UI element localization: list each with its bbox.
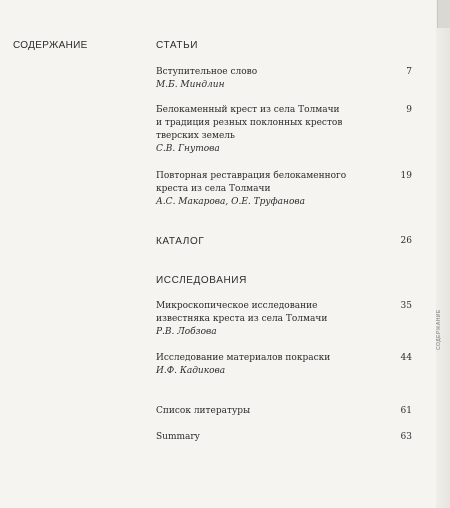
page-edge xyxy=(436,0,450,508)
toc-entry[interactable] xyxy=(156,405,412,418)
entry-author: А.С. Макарова, О.Е. Труфанова xyxy=(156,197,305,207)
entry-page-number: 7 xyxy=(406,67,412,77)
entry-author: М.Б. Миндлин xyxy=(156,80,225,90)
section-catalog: КАТАЛОГ xyxy=(156,236,205,247)
toc-entry[interactable] xyxy=(156,66,412,92)
entry-page-number: 44 xyxy=(400,353,412,363)
toc-entry-catalog[interactable] xyxy=(156,236,412,247)
entry-page-number: 63 xyxy=(400,432,412,442)
entry-title: Список литературы xyxy=(156,406,251,416)
entry-title: Микроскопическое исследование известняка креста из села Толмачи xyxy=(156,301,328,324)
entry-author: Р.В. Лобзова xyxy=(156,327,217,337)
section-articles: СТАТЬИ xyxy=(156,40,199,51)
entry-title: Исследование материалов покраски xyxy=(156,353,331,363)
toc-entry[interactable] xyxy=(156,431,412,444)
entry-author: С.В. Гнутова xyxy=(156,144,220,154)
entry-page-number: 19 xyxy=(400,171,412,181)
side-running-head: СОДЕРЖАНИЕ xyxy=(436,309,442,351)
toc-entry[interactable] xyxy=(156,104,412,156)
corner-mark xyxy=(437,0,450,28)
entry-author: И.Ф. Кадикова xyxy=(156,366,226,376)
entry-title: Summary xyxy=(156,432,200,442)
entry-page-number: 35 xyxy=(400,301,412,311)
entry-title: Белокаменный крест из села Толмачи и традиция резных поклонных крестов тверских земель xyxy=(156,105,343,141)
entry-title: Вступительное слово xyxy=(156,67,258,77)
toc-entry[interactable] xyxy=(156,170,412,209)
toc-heading: СОДЕРЖАНИЕ xyxy=(13,40,88,51)
entry-page-number: 9 xyxy=(406,105,412,115)
entry-title: Повторная реставрация белокаменного креста из села Толмачи xyxy=(156,171,347,194)
entry-page-number: 61 xyxy=(400,406,412,416)
section-research: ИССЛЕДОВАНИЯ xyxy=(156,275,247,286)
toc-entry[interactable] xyxy=(156,300,412,339)
entry-page-number: 26 xyxy=(400,236,412,246)
toc-entry[interactable] xyxy=(156,352,412,378)
